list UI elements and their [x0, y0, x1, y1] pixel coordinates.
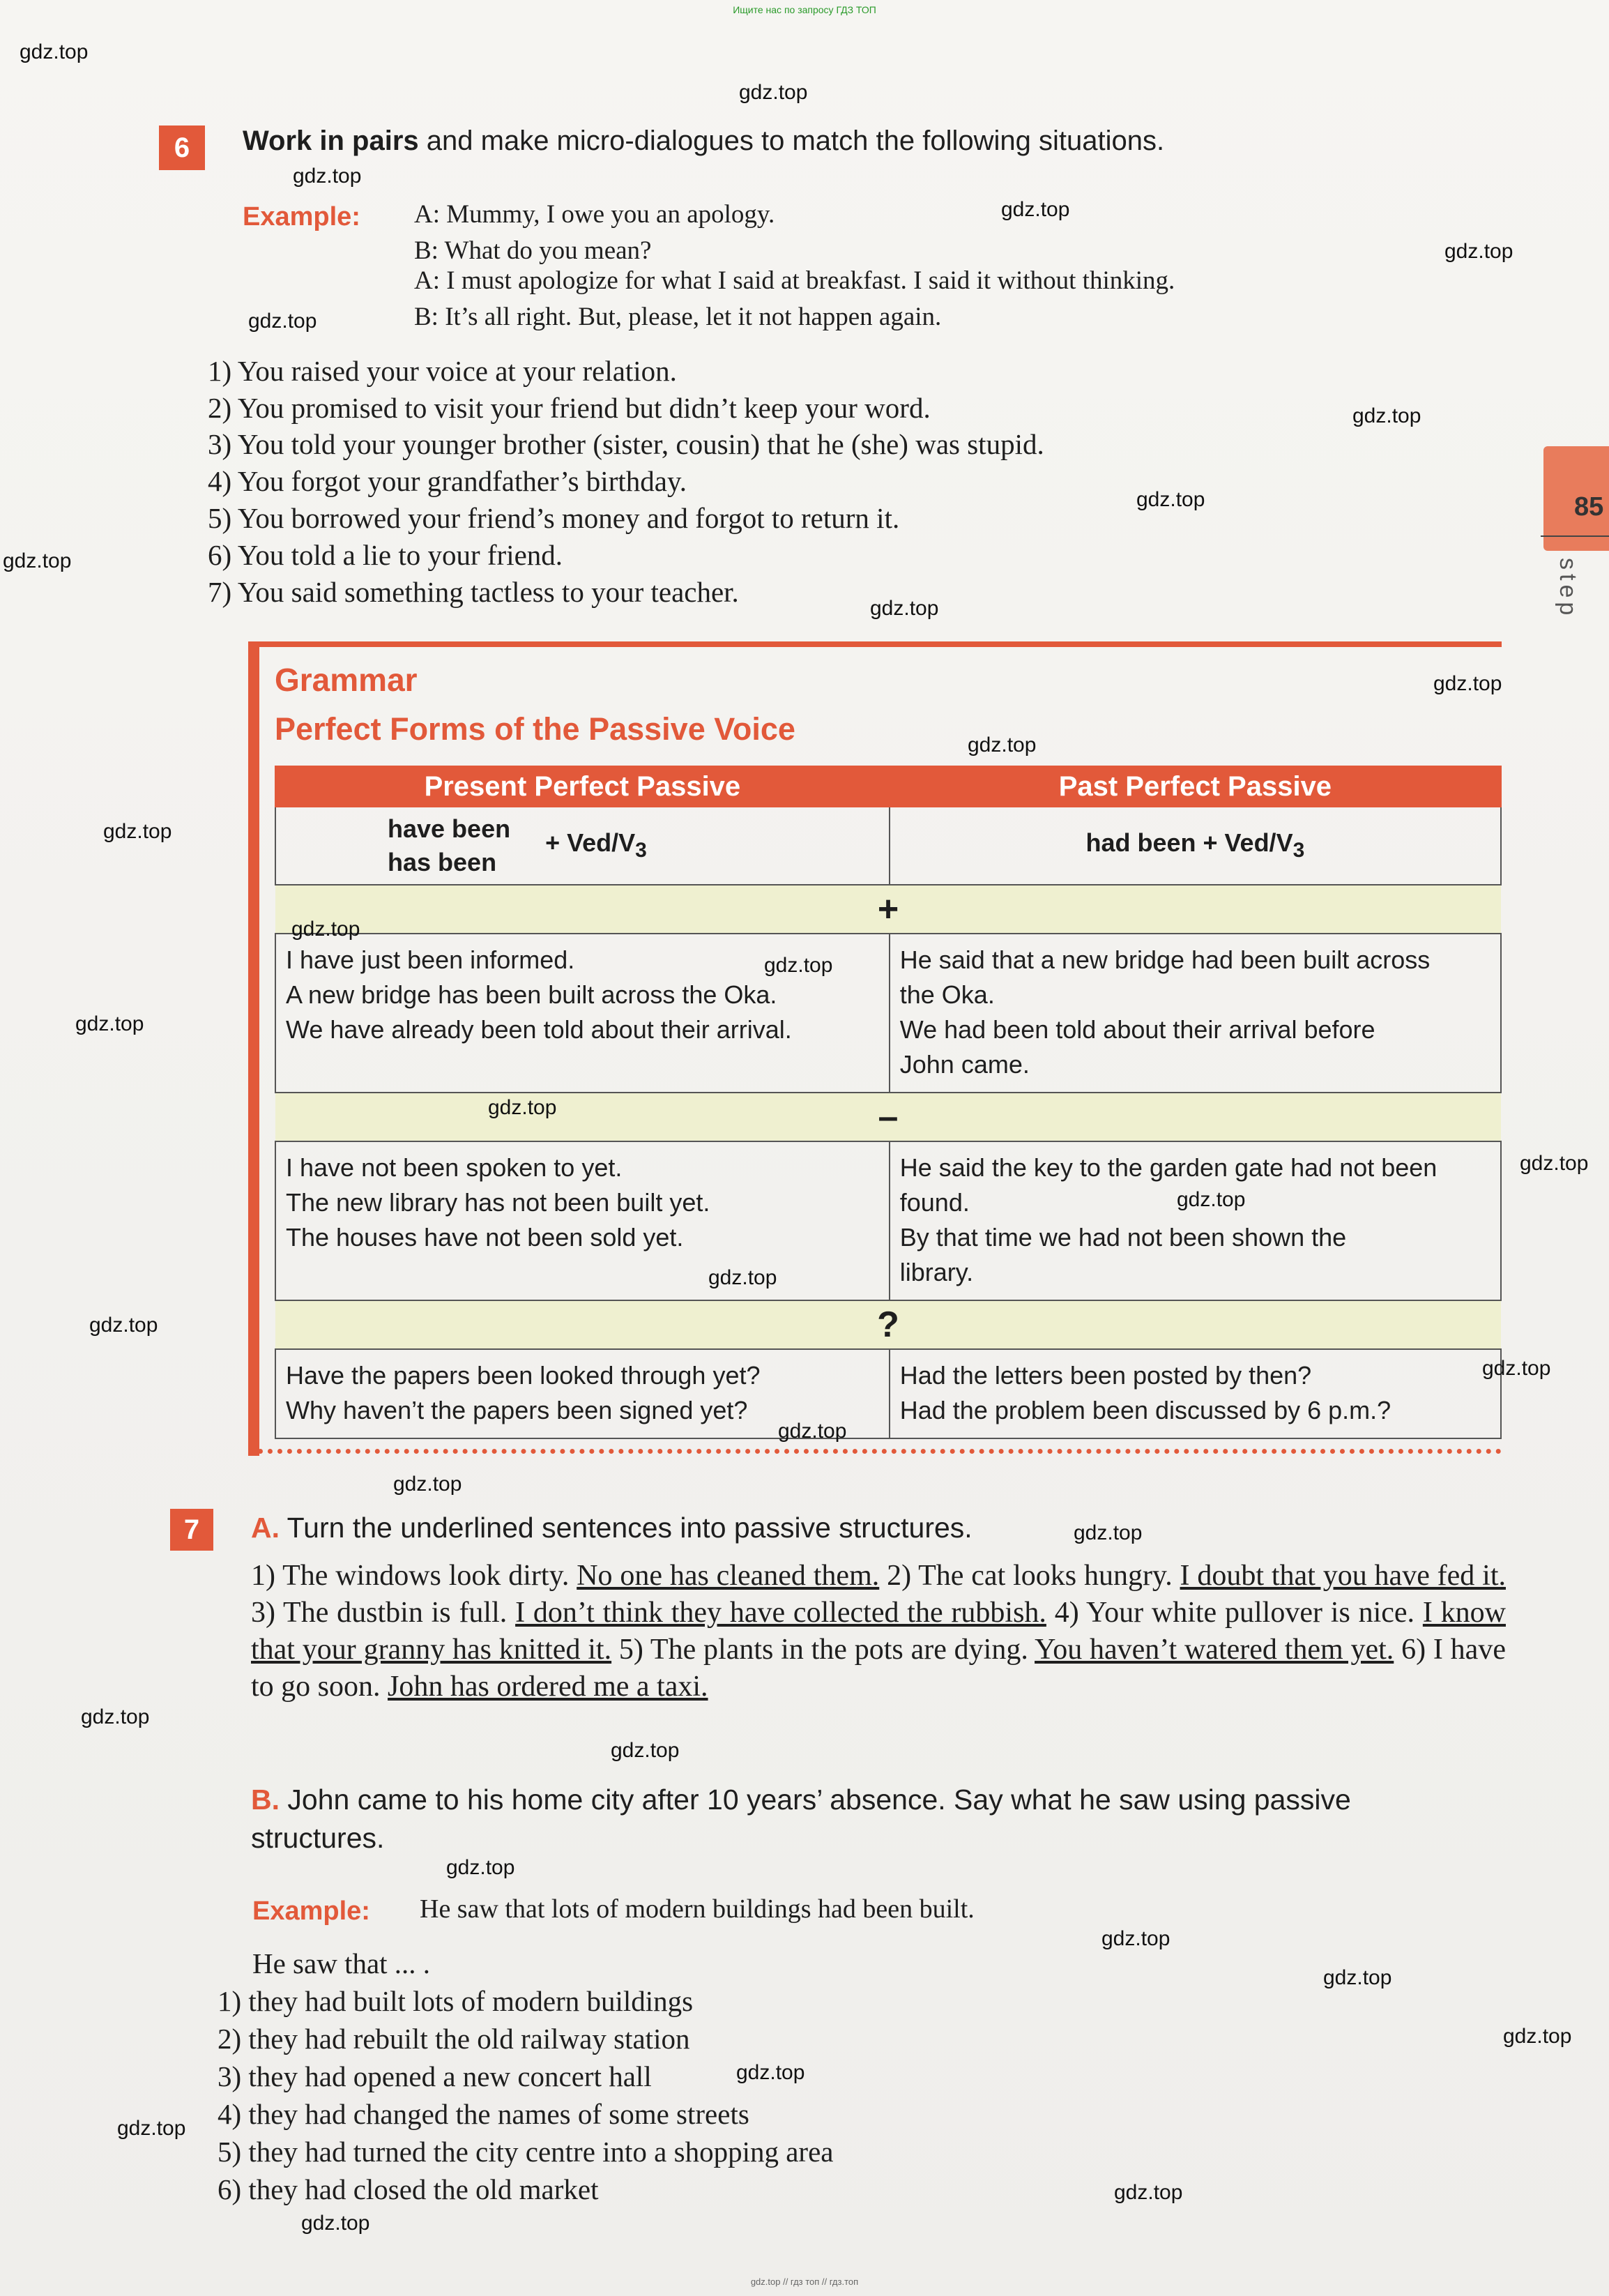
watermark: gdz.top	[301, 2212, 370, 2235]
exercise-7-item: 4) they had changed the names of some streets	[218, 2098, 749, 2130]
exercise-6-title-rest: and make micro-dialogues to match the following situations.	[426, 126, 1165, 156]
grammar-left-bar	[248, 641, 259, 1456]
watermark: gdz.top	[1352, 404, 1421, 427]
plain-sentence: 2) The cat looks hungry.	[879, 1560, 1180, 1592]
grammar-top-rule	[248, 641, 1502, 647]
exercise-7-lead: He saw that ... .	[252, 1947, 431, 1979]
formula-present	[275, 807, 890, 885]
watermark: gdz.top	[1114, 2181, 1183, 2204]
underlined-sentence: No one has cleaned them.	[577, 1560, 880, 1592]
watermark: gdz.top	[1503, 2025, 1572, 2048]
watermark: gdz.top	[611, 1739, 680, 1762]
question-sign: ?	[275, 1300, 1501, 1349]
situation-item: 4) You forgot your grandfather’s birthday.	[208, 465, 687, 497]
exercise-6-number: 6	[159, 126, 205, 170]
watermark: gdz.top	[1177, 1188, 1246, 1211]
negative-present-examples: I have not been spoken to yet. The new library has not been built yet. The houses have not been sold yet.	[275, 1141, 890, 1300]
watermark: gdz.top	[739, 81, 808, 104]
exercise-7a-title: A. Turn the underlined sentences into passive structures.	[251, 1512, 973, 1544]
exercise-7-item: 6) they had closed the old market	[218, 2173, 599, 2205]
formula-participle: + Ved/$V_3$	[545, 828, 647, 862]
exercise-7b-title: B. John came to his home city after 10 years’ absence. Say what he saw using passive	[251, 1784, 1351, 1816]
underlined-sentence: I doubt that you have fed it.	[1180, 1560, 1506, 1592]
formula-aux-have: have been	[388, 814, 511, 843]
watermark: gdz.top	[764, 954, 833, 977]
grammar-box	[248, 641, 1502, 1456]
watermark: gdz.top	[1323, 1966, 1392, 1989]
grammar-subtitle: Perfect Forms of the Passive Voice	[275, 711, 795, 747]
plain-sentence: 6) I have to go soon.	[251, 1634, 1506, 1703]
watermark: gdz.top	[291, 918, 360, 941]
situation-item: 1) You raised your voice at your relation.	[208, 355, 677, 387]
plain-sentence: 1) The windows look dirty.	[251, 1560, 577, 1592]
watermark: gdz.top	[89, 1314, 158, 1337]
watermark: gdz.top	[1074, 1521, 1143, 1544]
column-header-past: Past Perfect Passive	[890, 766, 1501, 807]
exercise-7b-title-cont: structures.	[251, 1822, 385, 1854]
exercise-6-example-label: Example:	[243, 202, 360, 231]
watermark: gdz.top	[117, 2117, 186, 2140]
step-label: step	[1555, 558, 1581, 620]
column-header-present: Present Perfect Passive	[275, 766, 890, 807]
affirmative-present-examples: I have just been informed. A new bridge has been built across the Oka. We have already been told about their arrival.	[275, 934, 890, 1093]
watermark: gdz.top	[1444, 240, 1513, 263]
watermark: gdz.top	[778, 1420, 847, 1443]
exercise-7-item: 3) they had opened a new concert hall	[218, 2060, 652, 2092]
exercise-7-example-label: Example:	[252, 1896, 370, 1926]
situation-item: 5) You borrowed your friend’s money and forgot to return it.	[208, 502, 900, 534]
situation-item: 6) You told a lie to your friend.	[208, 539, 563, 571]
affirmative-sign: +	[275, 885, 1501, 934]
top-note: Ищите нас по запросу ГДЗ ТОП	[733, 4, 876, 15]
dialogue-line: A: I must apologize for what I said at breakfast. I said it without thinking.	[414, 266, 1175, 295]
plain-sentence: 4) Your white pullover is nice.	[1046, 1597, 1423, 1629]
watermark: gdz.top	[3, 549, 72, 572]
question-present-examples: Have the papers been looked through yet? Why haven’t the papers been signed yet?	[275, 1349, 890, 1438]
formula-aux-has: has been	[388, 848, 497, 876]
grammar-title: Grammar	[275, 662, 418, 698]
watermark: gdz.top	[1482, 1357, 1551, 1380]
underlined-sentence: John has ordered me a taxi.	[388, 1671, 708, 1703]
watermark: gdz.top	[1433, 672, 1502, 695]
negative-past-examples: He said the key to the garden gate had not been found. By that time we had not been shown the library.	[890, 1141, 1501, 1300]
watermark: gdz.top	[248, 310, 317, 333]
exercise-7-item: 2) they had rebuilt the old railway station	[218, 2023, 690, 2055]
watermark: gdz.top	[736, 2061, 805, 2084]
watermark: gdz.top	[1520, 1152, 1589, 1175]
situation-item: 7) You said something tactless to your teacher.	[208, 576, 739, 608]
formula-past: had been + Ved/$V_3$	[890, 807, 1501, 885]
affirmative-past-examples: He said that a new bridge had been built across the Oka. We had been told about their arrival before John came.	[890, 934, 1501, 1093]
dialogue-line: B: What do you mean?	[414, 236, 652, 265]
exercise-7-number: 7	[170, 1509, 213, 1551]
watermark: gdz.top	[870, 597, 939, 620]
page-divider	[1541, 535, 1609, 537]
underlined-sentence: I don’t think they have collected the rubbish.	[515, 1597, 1046, 1629]
question-past-examples: Had the letters been posted by then? Had the problem been discussed by 6 p.m.?	[890, 1349, 1501, 1438]
exercise-6-title	[243, 126, 1164, 157]
exercise-7-item: 5) they had turned the city centre into a shopping area	[218, 2136, 834, 2168]
dialogue-line: A: Mummy, I owe you an apology.	[414, 200, 775, 229]
page-number: 85	[1574, 492, 1604, 522]
watermark: gdz.top	[75, 1012, 144, 1035]
watermark: gdz.top	[488, 1096, 557, 1119]
negative-sign: –	[275, 1093, 1501, 1141]
watermark: gdz.top	[708, 1266, 777, 1289]
plain-sentence: 3) The dustbin is full.	[251, 1597, 516, 1629]
exercise-7a-text	[251, 1558, 1506, 1705]
underlined-sentence: You haven’t watered them yet.	[1035, 1634, 1394, 1666]
dialogue-line: B: It’s all right. But, please, let it not happen again.	[414, 303, 942, 331]
watermark: gdz.top	[20, 40, 89, 63]
watermark: gdz.top	[81, 1705, 150, 1728]
plain-sentence: 5) The plants in the pots are dying.	[611, 1634, 1035, 1666]
exercise-7-item: 1) they had built lots of modern buildings	[218, 1985, 694, 2017]
situation-item: 3) You told your younger brother (sister, cousin) that he (she) was stupid.	[208, 428, 1044, 460]
watermark: gdz.top	[293, 165, 362, 188]
grammar-dotted-rule	[248, 1449, 1502, 1454]
underlined-sentence: I know that your granny has knitted it.	[251, 1597, 1506, 1666]
watermark: gdz.top	[968, 733, 1037, 757]
watermark: gdz.top	[393, 1473, 462, 1496]
watermark: gdz.top	[1101, 1927, 1170, 1950]
bottom-note: gdz.top // гдз топ // гдз.топ	[750, 2276, 859, 2287]
watermark: gdz.top	[1001, 198, 1070, 221]
watermark: gdz.top	[1136, 488, 1205, 511]
watermark: gdz.top	[446, 1856, 515, 1879]
grammar-table	[275, 766, 1502, 1439]
exercise-6-title-bold: Work in pairs	[243, 126, 419, 156]
situation-item: 2) You promised to visit your friend but didn’t keep your word.	[208, 392, 931, 424]
exercise-7-example-text: He saw that lots of modern buildings had been built.	[420, 1894, 975, 1924]
watermark: gdz.top	[103, 820, 172, 843]
